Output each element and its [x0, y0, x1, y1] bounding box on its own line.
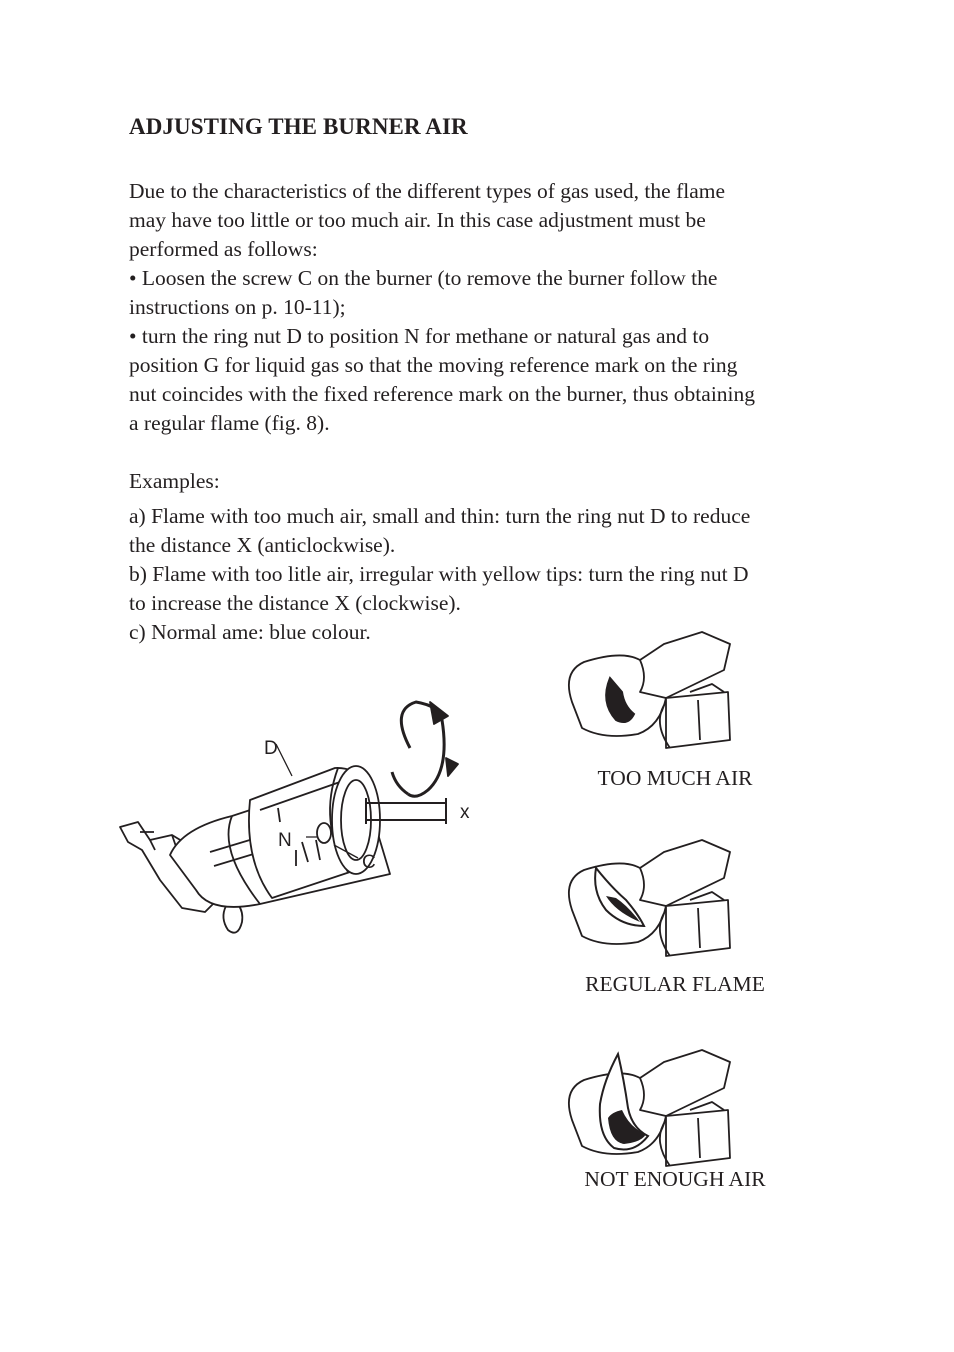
intro-line: position G for liquid gas so that the moving reference mark on the ring: [129, 353, 738, 377]
caption-not-enough-air: NOT ENOUGH AIR: [584, 1167, 766, 1191]
intro-line: nut coincides with the fixed reference mark on the burner, thus obtaining: [129, 382, 756, 406]
flame-regular-figure: [552, 830, 818, 980]
intro-line: performed as follows:: [129, 237, 318, 261]
burner-diagram: [110, 690, 490, 990]
caption-too-much-air: TOO MUCH AIR: [597, 766, 753, 790]
page-title: ADJUSTING THE BURNER AIR: [129, 114, 468, 139]
flame-too-much-air-figure: [552, 622, 818, 772]
intro-line: a regular flame (fig. 8).: [129, 411, 330, 435]
intro-paragraph: [129, 177, 849, 438]
label-n: N: [278, 830, 292, 851]
caption-regular-flame: REGULAR FLAME: [585, 972, 765, 996]
label-c: C: [362, 852, 376, 873]
intro-line: instructions on p. 10-11);: [129, 295, 346, 319]
example-line: to increase the distance X (clockwise).: [129, 591, 461, 615]
example-line: the distance X (anticlockwise).: [129, 533, 396, 557]
label-x: x: [460, 802, 470, 823]
example-line: a) Flame with too much air, small and thin: turn the ring nut D to reduce: [129, 504, 751, 528]
example-line: c) Normal ame: blue colour.: [129, 620, 371, 644]
intro-line: • turn the ring nut D to position N for methane or natural gas and to: [129, 324, 710, 348]
example-line: b) Flame with too litle air, irregular with yellow tips: turn the ring nut D: [129, 562, 749, 586]
intro-line: Due to the characteristics of the different types of gas used, the flame: [129, 179, 726, 203]
intro-line: may have too little or too much air. In this case adjustment must be: [129, 208, 706, 232]
intro-line: • Loosen the screw C on the burner (to remove the burner follow the: [129, 266, 718, 290]
label-d: D: [264, 738, 278, 759]
examples-label: Examples:: [129, 469, 220, 493]
